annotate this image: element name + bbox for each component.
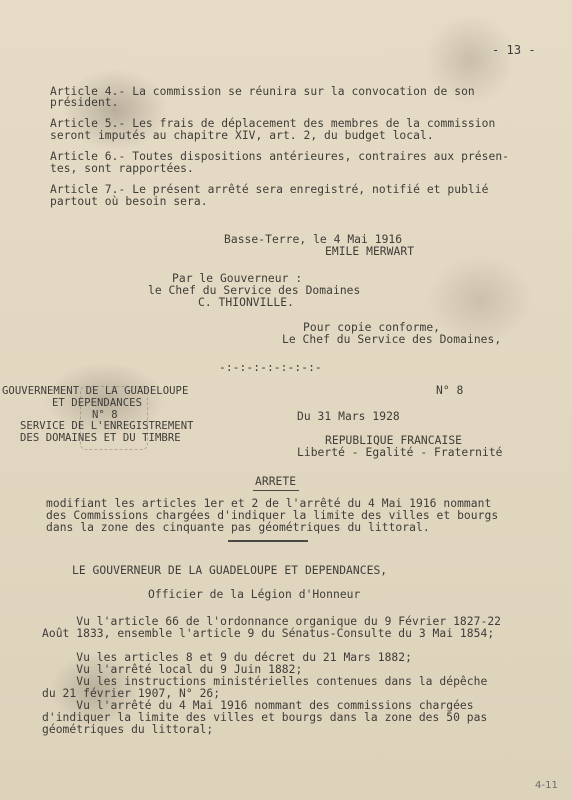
chef-copie: Le Chef du Service des Domaines, (282, 333, 502, 346)
service-header: SERVICE DE L'ENREGISTREMENT (20, 420, 194, 432)
article-line: Article 5.- Les frais de déplacement des membres de la commission (50, 117, 496, 130)
place-date: Basse-Terre, le 4 Mai 1916 (224, 233, 403, 246)
arrete-desc-line: des Commissions chargées d'indiquer la limite des villes et bourgs (46, 509, 499, 522)
government-header: GOUVERNEMENT DE LA GUADELOUPE (2, 385, 189, 397)
arrete-date: Du 31 Mars 1928 (297, 410, 400, 423)
stamp-number: N° 8 (92, 409, 118, 421)
service-header-2: DES DOMAINES ET DU TIMBRE (20, 432, 181, 444)
page-number: - 13 - (492, 43, 536, 57)
republic-motto: Liberté - Egalité - Fraternité (297, 446, 503, 459)
double-rule (228, 540, 308, 542)
archive-mark: 4-11 (535, 780, 558, 791)
consideration-line: Vu l'article 66 de l'ordonnance organique du 9 Février 1827-22 (42, 615, 502, 628)
article-line: tes, sont rapportées. (50, 162, 194, 175)
title-underline (253, 490, 299, 491)
government-header-2: ET DEPENDANCES (52, 397, 142, 409)
stamp-mark (80, 386, 148, 450)
consideration-line: Vu l'arrêté du 4 Mai 1916 nommant des commissions chargées (42, 699, 474, 712)
arrete-title: ARRETE (255, 475, 297, 488)
republic-title: REPUBLIQUE FRANCAISE (325, 434, 463, 447)
chef-service: le Chef du Service des Domaines (148, 284, 361, 297)
governor-title: LE GOUVERNEUR DE LA GUADELOUPE ET DEPENDANCES, (72, 564, 388, 577)
consideration-line: géométriques du littoral; (42, 723, 214, 736)
separator-line: -:-:-:-:-:-:-:- (219, 361, 322, 374)
article-line: partout où besoin sera. (50, 195, 208, 208)
consideration-line: Vu les instructions ministérielles contenues dans la dépêche (42, 675, 488, 688)
consideration-line: Vu l'arrêté local du 9 Juin 1882; (42, 663, 303, 676)
article-line: président. (50, 96, 119, 109)
pour-copie: Pour copie conforme, (303, 321, 441, 334)
article-line: Article 4.- La commission se réunira sur la convocation de son (50, 85, 475, 98)
article-line: Article 7.- Le présent arrêté sera enregistré, notifié et publié (50, 183, 489, 196)
consideration-line: Août 1833, ensemble l'article 9 du Sénatus-Consulte du 3 Mai 1854; (42, 627, 495, 640)
arrete-desc-line: dans la zone des cinquante pas géométriques du littoral. (46, 521, 430, 534)
governor-signature: EMILE MERWART (325, 245, 415, 258)
article-line: seront imputés au chapitre XIV, art. 2, du budget local. (50, 129, 434, 142)
consideration-line: Vu les articles 8 et 9 du décret du 21 Mars 1882; (42, 651, 412, 664)
arrete-desc-line: modifiant les articles 1er et 2 de l'arrêté du 4 Mai 1916 nommant (46, 497, 492, 510)
governor-honor: Officier de la Légion d'Honneur (148, 588, 361, 601)
consideration-line: du 21 février 1907, N° 26; (42, 687, 221, 700)
chef-name: C. THIONVILLE. (198, 296, 294, 309)
par-le-gouverneur: Par le Gouverneur : (172, 272, 303, 285)
consideration-line: d'indiquer la limite des villes et bourgs dans la zone des 50 pas (42, 711, 488, 724)
arrete-number: N° 8 (436, 384, 464, 397)
article-line: Article 6.- Toutes dispositions antérieures, contraires aux présen- (50, 150, 510, 163)
